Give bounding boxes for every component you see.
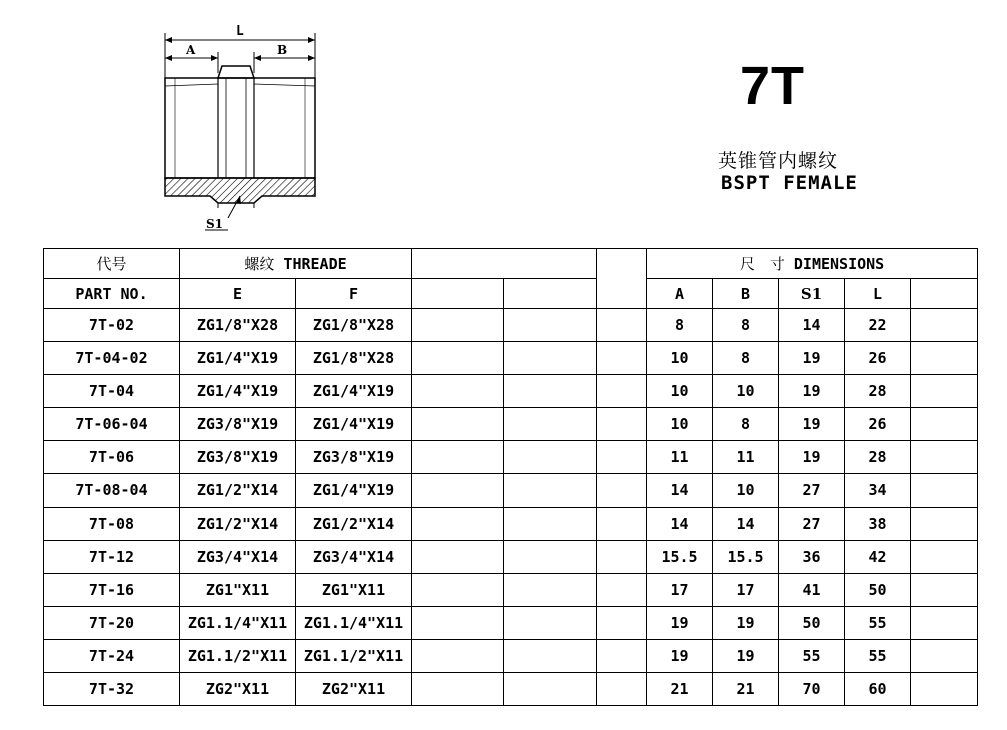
blank-cell <box>412 606 504 639</box>
blank-cell <box>911 639 978 672</box>
dim-l-cell: 55 <box>845 606 911 639</box>
table-row <box>44 342 978 375</box>
blank-cell <box>504 441 597 474</box>
dim-a-cell: 17 <box>647 573 713 606</box>
blank-cell <box>412 672 504 705</box>
part-no-cell: 7T-06-04 <box>44 408 180 441</box>
thread-f-cell: ZG1/2"X14 <box>296 507 412 540</box>
dim-l-cell: 28 <box>845 375 911 408</box>
blank-cell <box>911 309 978 342</box>
blank-cell <box>504 342 597 375</box>
dim-b-cell: 11 <box>713 441 779 474</box>
blank-cell <box>412 408 504 441</box>
header-col-L: L <box>845 279 911 309</box>
thread-e-cell: ZG1/2"X14 <box>180 474 296 507</box>
dim-s1-cell: 70 <box>779 672 845 705</box>
gap-cell <box>597 309 647 342</box>
header-part-no: PART NO. <box>44 279 180 309</box>
table-row <box>44 606 978 639</box>
dim-a-cell: 10 <box>647 408 713 441</box>
header-col-A: A <box>647 279 713 309</box>
model-title: 7T <box>740 56 806 116</box>
thread-f-cell: ZG3/4"X14 <box>296 540 412 573</box>
thread-e-cell: ZG1.1/2"X11 <box>180 639 296 672</box>
gap-cell <box>597 441 647 474</box>
part-no-cell: 7T-06 <box>44 441 180 474</box>
blank-cell <box>504 573 597 606</box>
dim-s1-cell: 27 <box>779 474 845 507</box>
dim-s1-cell: 55 <box>779 639 845 672</box>
blank-cell <box>412 573 504 606</box>
subtitle-chinese: 英锥管内螺纹 <box>718 150 839 172</box>
dim-l-cell: 26 <box>845 408 911 441</box>
header-dim <box>647 249 978 279</box>
blank-cell <box>504 408 597 441</box>
dim-l-cell: 55 <box>845 639 911 672</box>
blank-cell <box>911 408 978 441</box>
header-blank-2c <box>911 279 978 309</box>
label-S1: S1 <box>206 217 224 231</box>
thread-e-cell: ZG2"X11 <box>180 672 296 705</box>
header-thread <box>180 249 412 279</box>
dim-a-cell: 19 <box>647 639 713 672</box>
label-A: A <box>186 43 196 57</box>
dim-a-cell: 14 <box>647 507 713 540</box>
blank-cell <box>911 474 978 507</box>
blank-cell <box>412 507 504 540</box>
part-no-cell: 7T-08-04 <box>44 474 180 507</box>
dim-a-cell: 10 <box>647 342 713 375</box>
blank-cell <box>911 375 978 408</box>
part-no-cell: 7T-04-02 <box>44 342 180 375</box>
subtitle-english: BSPT FEMALE <box>721 172 858 194</box>
dim-a-cell: 8 <box>647 309 713 342</box>
blank-cell <box>412 474 504 507</box>
header-thread-en: THREADE <box>283 255 347 274</box>
gap-cell <box>597 474 647 507</box>
gap-cell <box>597 606 647 639</box>
thread-e-cell: ZG1/4"X19 <box>180 375 296 408</box>
blank-cell <box>412 540 504 573</box>
blank-cell <box>911 606 978 639</box>
blank-cell <box>911 672 978 705</box>
table-row <box>44 540 978 573</box>
table-row <box>44 507 978 540</box>
thread-e-cell: ZG1/4"X19 <box>180 342 296 375</box>
header-blank-1 <box>412 249 597 279</box>
header-dim-en: DIMENSIONS <box>793 255 885 274</box>
table-row <box>44 441 978 474</box>
dim-s1-cell: 41 <box>779 573 845 606</box>
dim-l-cell: 38 <box>845 507 911 540</box>
dim-b-cell: 19 <box>713 606 779 639</box>
dim-a-cell: 21 <box>647 672 713 705</box>
table-row <box>44 309 978 342</box>
dim-b-cell: 17 <box>713 573 779 606</box>
table-row <box>44 573 978 606</box>
blank-cell <box>412 441 504 474</box>
blank-cell <box>504 606 597 639</box>
thread-e-cell: ZG1.1/4"X11 <box>180 606 296 639</box>
dim-s1-cell: 36 <box>779 540 845 573</box>
blank-cell <box>412 375 504 408</box>
gap-cell <box>597 540 647 573</box>
gap-cell <box>597 639 647 672</box>
dim-l-cell: 22 <box>845 309 911 342</box>
thread-f-cell: ZG3/8"X19 <box>296 441 412 474</box>
header-thread-cn: 螺纹 <box>244 255 275 274</box>
header-col-F: F <box>296 279 412 309</box>
blank-cell <box>504 507 597 540</box>
header-blank-2a <box>412 279 504 309</box>
header-col-B: B <box>713 279 779 309</box>
table-row <box>44 408 978 441</box>
dim-b-cell: 8 <box>713 309 779 342</box>
dim-l-cell: 26 <box>845 342 911 375</box>
thread-f-cell: ZG1/8"X28 <box>296 342 412 375</box>
header-code-cn: 代号 <box>96 254 127 273</box>
header-col-E: E <box>180 279 296 309</box>
thread-f-cell: ZG1/8"X28 <box>296 309 412 342</box>
dim-s1-cell: 19 <box>779 408 845 441</box>
blank-cell <box>911 573 978 606</box>
blank-cell <box>504 375 597 408</box>
gap-cell <box>597 573 647 606</box>
dim-b-cell: 8 <box>713 408 779 441</box>
thread-f-cell: ZG1"X11 <box>296 573 412 606</box>
gap-cell <box>597 507 647 540</box>
header-blank-gap <box>597 249 647 309</box>
dim-l-cell: 50 <box>845 573 911 606</box>
thread-e-cell: ZG3/4"X14 <box>180 540 296 573</box>
thread-e-cell: ZG1/2"X14 <box>180 507 296 540</box>
blank-cell <box>504 540 597 573</box>
dim-l-cell: 34 <box>845 474 911 507</box>
dim-b-cell: 19 <box>713 639 779 672</box>
table-row <box>44 474 978 507</box>
blank-cell <box>911 342 978 375</box>
header-blank-2b <box>504 279 597 309</box>
thread-e-cell: ZG3/8"X19 <box>180 441 296 474</box>
part-no-cell: 7T-12 <box>44 540 180 573</box>
fitting-drawing <box>150 18 340 238</box>
thread-e-cell: ZG3/8"X19 <box>180 408 296 441</box>
dim-a-cell: 10 <box>647 375 713 408</box>
gap-cell <box>597 375 647 408</box>
header-dim-cn: 尺 寸 <box>739 255 785 274</box>
header-row-1 <box>44 249 978 279</box>
label-B: B <box>277 43 288 57</box>
header-part <box>44 249 180 279</box>
dim-a-cell: 11 <box>647 441 713 474</box>
dim-s1-cell: 19 <box>779 441 845 474</box>
blank-cell <box>412 309 504 342</box>
dim-l-cell: 60 <box>845 672 911 705</box>
dim-l-cell: 28 <box>845 441 911 474</box>
blank-cell <box>412 342 504 375</box>
dim-s1-cell: 14 <box>779 309 845 342</box>
thread-e-cell: ZG1"X11 <box>180 573 296 606</box>
dim-b-cell: 15.5 <box>713 540 779 573</box>
blank-cell <box>911 540 978 573</box>
dim-s1-cell: 50 <box>779 606 845 639</box>
blank-cell <box>412 639 504 672</box>
thread-f-cell: ZG1/4"X19 <box>296 408 412 441</box>
part-no-cell: 7T-32 <box>44 672 180 705</box>
dim-l-cell: 42 <box>845 540 911 573</box>
blank-cell <box>911 507 978 540</box>
spec-table <box>43 248 978 706</box>
part-no-cell: 7T-16 <box>44 573 180 606</box>
gap-cell <box>597 342 647 375</box>
dim-a-cell: 19 <box>647 606 713 639</box>
thread-f-cell: ZG2"X11 <box>296 672 412 705</box>
dim-b-cell: 10 <box>713 474 779 507</box>
table-row <box>44 672 978 705</box>
blank-cell <box>504 672 597 705</box>
dim-s1-cell: 19 <box>779 342 845 375</box>
dim-b-cell: 10 <box>713 375 779 408</box>
part-no-cell: 7T-24 <box>44 639 180 672</box>
dim-a-cell: 15.5 <box>647 540 713 573</box>
thread-e-cell: ZG1/8"X28 <box>180 309 296 342</box>
thread-f-cell: ZG1.1/2"X11 <box>296 639 412 672</box>
table-row <box>44 639 978 672</box>
label-L: L <box>236 24 244 39</box>
dim-b-cell: 8 <box>713 342 779 375</box>
table-row <box>44 375 978 408</box>
blank-cell <box>911 441 978 474</box>
blank-cell <box>504 639 597 672</box>
thread-f-cell: ZG1/4"X19 <box>296 375 412 408</box>
part-no-cell: 7T-04 <box>44 375 180 408</box>
table-body <box>44 309 978 706</box>
dim-s1-cell: 19 <box>779 375 845 408</box>
dim-b-cell: 21 <box>713 672 779 705</box>
gap-cell <box>597 408 647 441</box>
thread-f-cell: ZG1.1/4"X11 <box>296 606 412 639</box>
blank-cell <box>504 474 597 507</box>
blank-cell <box>504 309 597 342</box>
header-row-2 <box>44 279 978 309</box>
dim-s1-cell: 27 <box>779 507 845 540</box>
part-no-cell: 7T-08 <box>44 507 180 540</box>
part-no-cell: 7T-20 <box>44 606 180 639</box>
gap-cell <box>597 672 647 705</box>
thread-f-cell: ZG1/4"X19 <box>296 474 412 507</box>
dim-b-cell: 14 <box>713 507 779 540</box>
dim-a-cell: 14 <box>647 474 713 507</box>
part-no-cell: 7T-02 <box>44 309 180 342</box>
header-col-S1: S1 <box>779 279 845 309</box>
